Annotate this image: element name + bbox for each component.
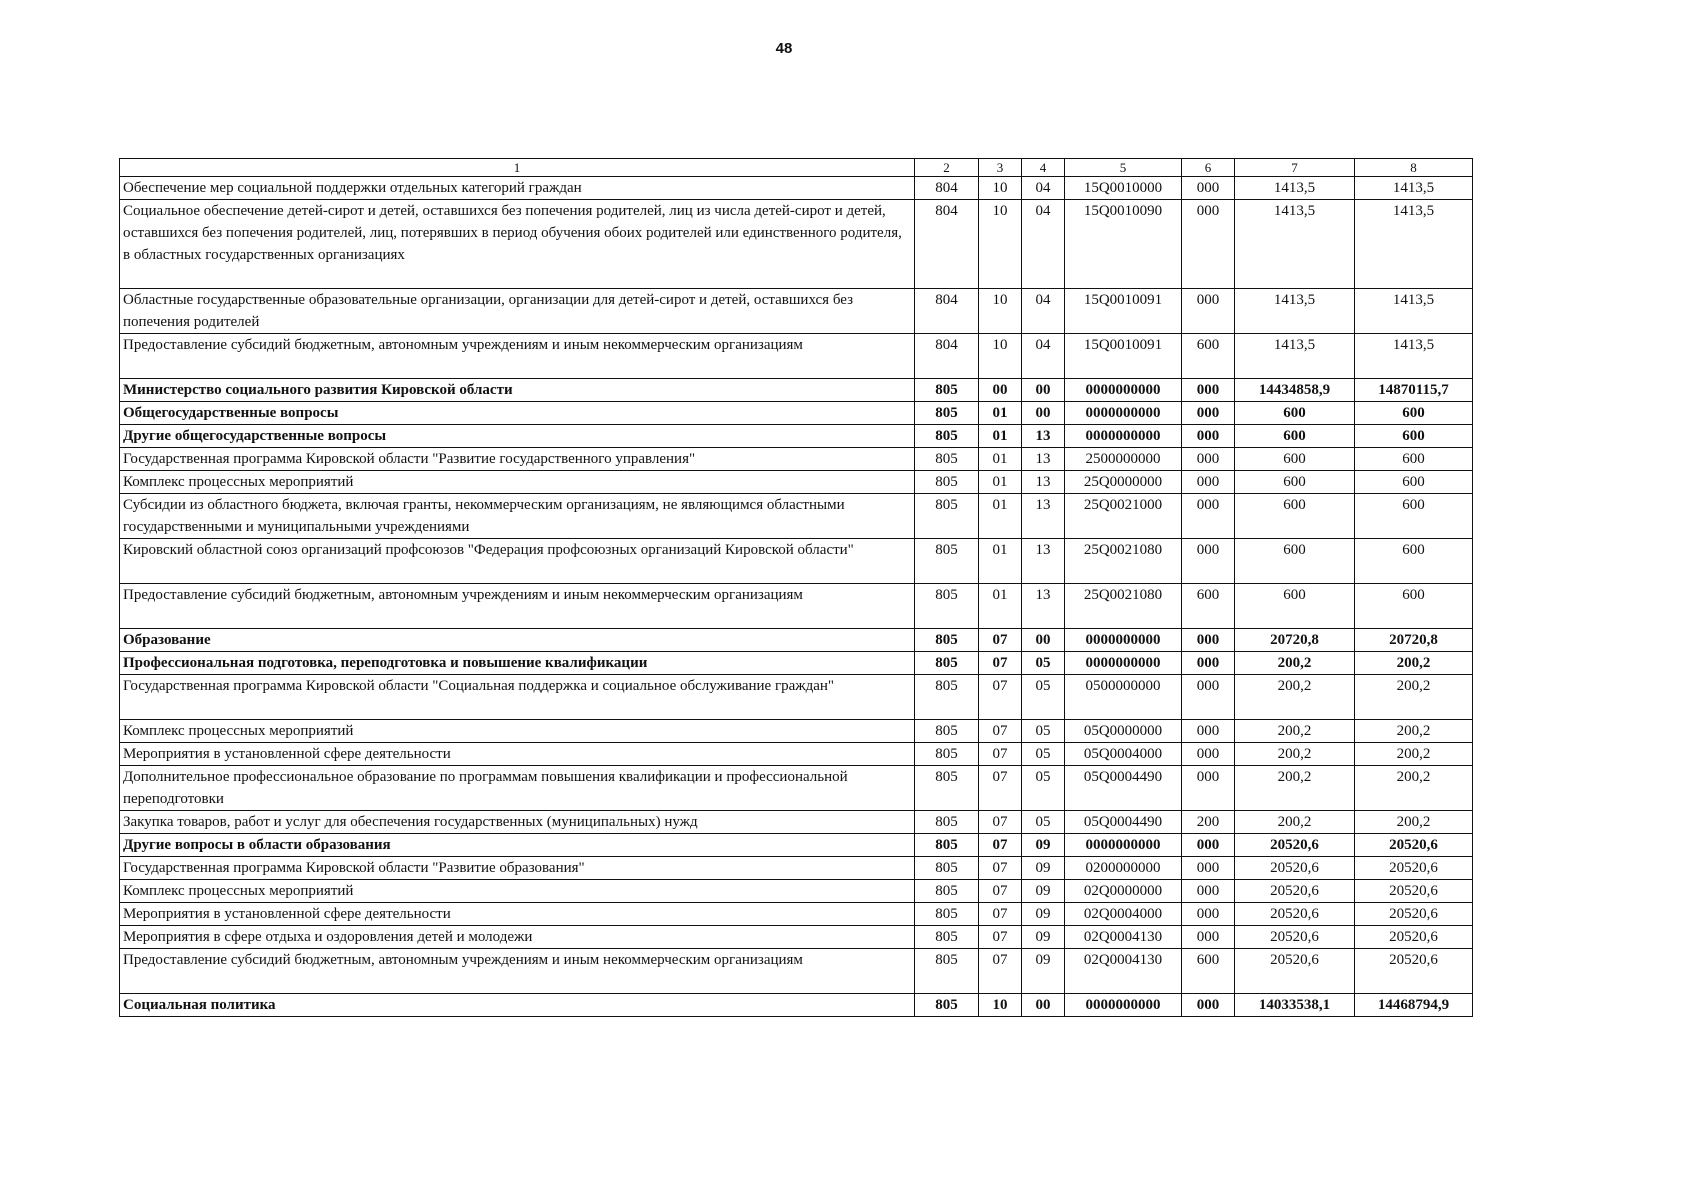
row-subsection: 04 [1022,177,1065,200]
row-section: 10 [979,289,1022,334]
row-target-article: 15Q0010000 [1065,177,1182,200]
row-target-article: 0000000000 [1065,834,1182,857]
row-sum-2: 20520,6 [1355,857,1473,880]
row-target-article: 05Q0004000 [1065,743,1182,766]
table-header-row [120,159,1473,177]
row-sum-1: 20720,8 [1235,629,1355,652]
col-header-7: 7 [1235,159,1355,177]
row-ved: 804 [915,334,979,379]
row-ved: 805 [915,857,979,880]
row-subsection: 05 [1022,766,1065,811]
row-ved: 805 [915,834,979,857]
row-sum-1: 20520,6 [1235,834,1355,857]
row-name: Комплекс процессных мероприятий [120,720,915,743]
row-subsection: 09 [1022,834,1065,857]
row-ved: 805 [915,743,979,766]
row-subsection: 09 [1022,949,1065,994]
row-sum-2: 14468794,9 [1355,994,1473,1017]
row-sum-2: 200,2 [1355,743,1473,766]
row-sum-1: 1413,5 [1235,289,1355,334]
row-expense-type: 000 [1182,289,1235,334]
row-sum-2: 1413,5 [1355,200,1473,289]
row-section: 07 [979,811,1022,834]
row-target-article: 0000000000 [1065,629,1182,652]
table-row [120,994,1473,1017]
row-name: Другие вопросы в области образования [120,834,915,857]
row-section: 07 [979,880,1022,903]
row-ved: 805 [915,584,979,629]
row-ved: 804 [915,289,979,334]
row-section: 07 [979,903,1022,926]
table-row [120,471,1473,494]
row-sum-2: 20520,6 [1355,880,1473,903]
row-ved: 805 [915,652,979,675]
row-subsection: 09 [1022,903,1065,926]
row-sum-1: 600 [1235,584,1355,629]
row-section: 00 [979,379,1022,402]
row-sum-2: 600 [1355,471,1473,494]
row-ved: 805 [915,766,979,811]
table-row [120,494,1473,539]
row-section: 10 [979,334,1022,379]
row-name: Министерство социального развития Кировской области [120,379,915,402]
row-ved: 805 [915,880,979,903]
row-name: Предоставление субсидий бюджетным, автономным учреждениям и иным некоммерческим организациям [120,949,915,994]
row-subsection: 04 [1022,289,1065,334]
row-sum-2: 200,2 [1355,652,1473,675]
row-section: 01 [979,471,1022,494]
row-sum-2: 200,2 [1355,811,1473,834]
row-name: Областные государственные образовательные организации, организации для детей-сирот и детей, оставшихся без попечения родителей [120,289,915,334]
row-ved: 805 [915,720,979,743]
row-ved: 805 [915,402,979,425]
row-expense-type: 000 [1182,766,1235,811]
table-row [120,926,1473,949]
table-row [120,766,1473,811]
row-sum-1: 200,2 [1235,675,1355,720]
table-row [120,743,1473,766]
row-target-article: 25Q0021080 [1065,584,1182,629]
row-section: 07 [979,675,1022,720]
row-ved: 805 [915,994,979,1017]
table-row [120,584,1473,629]
row-ved: 805 [915,949,979,994]
row-sum-2: 600 [1355,402,1473,425]
row-sum-1: 200,2 [1235,743,1355,766]
row-section: 01 [979,448,1022,471]
row-name: Государственная программа Кировской области "Развитие государственного управления" [120,448,915,471]
row-subsection: 05 [1022,811,1065,834]
row-sum-1: 600 [1235,539,1355,584]
table-row [120,720,1473,743]
row-section: 01 [979,539,1022,584]
row-target-article: 15Q0010091 [1065,289,1182,334]
table-row [120,177,1473,200]
row-section: 10 [979,200,1022,289]
row-sum-2: 20720,8 [1355,629,1473,652]
row-sum-1: 20520,6 [1235,949,1355,994]
table-row [120,949,1473,994]
row-sum-1: 20520,6 [1235,880,1355,903]
row-subsection: 00 [1022,994,1065,1017]
row-subsection: 04 [1022,200,1065,289]
budget-table [119,158,1473,1017]
row-sum-2: 1413,5 [1355,177,1473,200]
row-name: Социальное обеспечение детей-сирот и детей, оставшихся без попечения родителей, лиц из числа детей-сирот и детей, оставшихся без попечения родителей, лиц, потерявших в период обучения обоих родителей или единственного родителя, в областных государственных организациях [120,200,915,289]
row-sum-1: 200,2 [1235,652,1355,675]
row-sum-2: 600 [1355,425,1473,448]
row-expense-type: 000 [1182,448,1235,471]
row-expense-type: 200 [1182,811,1235,834]
table-row [120,379,1473,402]
row-expense-type: 600 [1182,949,1235,994]
row-subsection: 00 [1022,379,1065,402]
row-sum-2: 200,2 [1355,766,1473,811]
row-sum-2: 600 [1355,539,1473,584]
page-number: 48 [775,40,793,57]
row-sum-2: 600 [1355,448,1473,471]
row-section: 07 [979,629,1022,652]
row-sum-2: 20520,6 [1355,949,1473,994]
row-name: Другие общегосударственные вопросы [120,425,915,448]
col-header-3: 3 [979,159,1022,177]
row-subsection: 00 [1022,629,1065,652]
row-subsection: 13 [1022,425,1065,448]
row-expense-type: 000 [1182,903,1235,926]
row-expense-type: 000 [1182,857,1235,880]
table-row [120,200,1473,289]
row-expense-type: 000 [1182,834,1235,857]
col-header-6: 6 [1182,159,1235,177]
row-sum-1: 600 [1235,425,1355,448]
row-section: 01 [979,494,1022,539]
row-name: Мероприятия в установленной сфере деятельности [120,743,915,766]
row-name: Общегосударственные вопросы [120,402,915,425]
row-target-article: 25Q0021080 [1065,539,1182,584]
row-expense-type: 000 [1182,629,1235,652]
row-name: Предоставление субсидий бюджетным, автономным учреждениям и иным некоммерческим организациям [120,584,915,629]
row-ved: 805 [915,539,979,584]
row-subsection: 05 [1022,743,1065,766]
row-expense-type: 000 [1182,177,1235,200]
row-expense-type: 000 [1182,539,1235,584]
row-target-article: 25Q0021000 [1065,494,1182,539]
row-subsection: 00 [1022,402,1065,425]
col-header-8: 8 [1355,159,1473,177]
row-section: 10 [979,177,1022,200]
row-target-article: 02Q0000000 [1065,880,1182,903]
row-name: Комплекс процессных мероприятий [120,880,915,903]
row-expense-type: 000 [1182,926,1235,949]
row-name: Закупка товаров, работ и услуг для обеспечения государственных (муниципальных) нужд [120,811,915,834]
row-sum-1: 600 [1235,402,1355,425]
row-sum-1: 20520,6 [1235,903,1355,926]
row-ved: 804 [915,200,979,289]
row-target-article: 0000000000 [1065,379,1182,402]
row-ved: 805 [915,494,979,539]
row-section: 07 [979,652,1022,675]
table-row [120,857,1473,880]
row-expense-type: 600 [1182,584,1235,629]
row-sum-2: 200,2 [1355,720,1473,743]
row-subsection: 13 [1022,494,1065,539]
row-sum-2: 14870115,7 [1355,379,1473,402]
row-sum-1: 14434858,9 [1235,379,1355,402]
table-row [120,539,1473,584]
row-ved: 805 [915,448,979,471]
row-ved: 805 [915,629,979,652]
col-header-2: 2 [915,159,979,177]
row-sum-1: 600 [1235,448,1355,471]
row-subsection: 13 [1022,539,1065,584]
row-sum-1: 200,2 [1235,766,1355,811]
table-row [120,834,1473,857]
row-expense-type: 000 [1182,379,1235,402]
row-sum-2: 1413,5 [1355,334,1473,379]
row-target-article: 15Q0010091 [1065,334,1182,379]
row-sum-2: 1413,5 [1355,289,1473,334]
row-subsection: 09 [1022,880,1065,903]
row-name: Дополнительное профессиональное образование по программам повышения квалификации и профессиональной переподготовки [120,766,915,811]
row-name: Мероприятия в установленной сфере деятельности [120,903,915,926]
row-subsection: 13 [1022,471,1065,494]
row-name: Образование [120,629,915,652]
table-row [120,629,1473,652]
row-name: Мероприятия в сфере отдыха и оздоровления детей и молодежи [120,926,915,949]
col-header-4: 4 [1022,159,1065,177]
row-section: 07 [979,949,1022,994]
table-row [120,334,1473,379]
row-target-article: 05Q0000000 [1065,720,1182,743]
table-row [120,402,1473,425]
row-target-article: 15Q0010090 [1065,200,1182,289]
table-row [120,652,1473,675]
row-expense-type: 000 [1182,720,1235,743]
row-expense-type: 000 [1182,994,1235,1017]
row-sum-1: 600 [1235,471,1355,494]
row-ved: 805 [915,675,979,720]
row-target-article: 05Q0004490 [1065,766,1182,811]
row-ved: 805 [915,471,979,494]
col-header-5: 5 [1065,159,1182,177]
row-expense-type: 000 [1182,743,1235,766]
row-sum-2: 20520,6 [1355,834,1473,857]
row-sum-2: 20520,6 [1355,903,1473,926]
row-expense-type: 000 [1182,675,1235,720]
row-section: 01 [979,402,1022,425]
row-target-article: 0000000000 [1065,402,1182,425]
row-section: 07 [979,857,1022,880]
row-sum-1: 20520,6 [1235,926,1355,949]
row-sum-2: 200,2 [1355,675,1473,720]
col-header-1: 1 [120,159,915,177]
row-sum-1: 20520,6 [1235,857,1355,880]
row-section: 07 [979,720,1022,743]
row-subsection: 13 [1022,584,1065,629]
table-row [120,903,1473,926]
row-subsection: 09 [1022,857,1065,880]
row-name: Комплекс процессных мероприятий [120,471,915,494]
row-name: Кировский областной союз организаций профсоюзов "Федерация профсоюзных организаций Кировской области" [120,539,915,584]
row-name: Предоставление субсидий бюджетным, автономным учреждениям и иным некоммерческим организациям [120,334,915,379]
row-target-article: 25Q0000000 [1065,471,1182,494]
row-target-article: 05Q0004490 [1065,811,1182,834]
row-target-article: 02Q0004000 [1065,903,1182,926]
row-sum-1: 14033538,1 [1235,994,1355,1017]
row-subsection: 04 [1022,334,1065,379]
row-expense-type: 000 [1182,494,1235,539]
row-sum-2: 600 [1355,584,1473,629]
row-target-article: 0000000000 [1065,425,1182,448]
row-target-article: 02Q0004130 [1065,949,1182,994]
row-target-article: 02Q0004130 [1065,926,1182,949]
table-row [120,675,1473,720]
row-section: 01 [979,584,1022,629]
row-target-article: 2500000000 [1065,448,1182,471]
row-ved: 805 [915,926,979,949]
row-subsection: 09 [1022,926,1065,949]
table-row [120,289,1473,334]
row-name: Государственная программа Кировской области "Социальная поддержка и социальное обслуживание граждан" [120,675,915,720]
row-section: 01 [979,425,1022,448]
row-name: Профессиональная подготовка, переподготовка и повышение квалификации [120,652,915,675]
row-ved: 804 [915,177,979,200]
row-sum-2: 600 [1355,494,1473,539]
row-subsection: 05 [1022,675,1065,720]
row-target-article: 0000000000 [1065,994,1182,1017]
row-section: 10 [979,994,1022,1017]
table-row [120,448,1473,471]
table-body [120,177,1473,1017]
row-name: Государственная программа Кировской области "Развитие образования" [120,857,915,880]
row-expense-type: 000 [1182,652,1235,675]
row-expense-type: 600 [1182,334,1235,379]
row-sum-1: 600 [1235,494,1355,539]
row-sum-1: 1413,5 [1235,200,1355,289]
row-subsection: 13 [1022,448,1065,471]
row-ved: 805 [915,903,979,926]
row-expense-type: 000 [1182,425,1235,448]
row-target-article: 0200000000 [1065,857,1182,880]
row-expense-type: 000 [1182,200,1235,289]
row-expense-type: 000 [1182,471,1235,494]
row-sum-1: 200,2 [1235,720,1355,743]
row-section: 07 [979,834,1022,857]
row-section: 07 [979,743,1022,766]
row-expense-type: 000 [1182,402,1235,425]
row-section: 07 [979,766,1022,811]
row-sum-2: 20520,6 [1355,926,1473,949]
row-name: Субсидии из областного бюджета, включая гранты, некоммерческим организациям, не являющимся областными государственными и муниципальными учреждениями [120,494,915,539]
row-target-article: 0500000000 [1065,675,1182,720]
row-ved: 805 [915,425,979,448]
row-sum-1: 1413,5 [1235,177,1355,200]
row-sum-1: 1413,5 [1235,334,1355,379]
row-ved: 805 [915,379,979,402]
table-row [120,880,1473,903]
row-name: Обеспечение мер социальной поддержки отдельных категорий граждан [120,177,915,200]
row-subsection: 05 [1022,720,1065,743]
row-section: 07 [979,926,1022,949]
row-name: Социальная политика [120,994,915,1017]
table-row [120,425,1473,448]
row-target-article: 0000000000 [1065,652,1182,675]
table-row [120,811,1473,834]
row-subsection: 05 [1022,652,1065,675]
row-expense-type: 000 [1182,880,1235,903]
row-sum-1: 200,2 [1235,811,1355,834]
row-ved: 805 [915,811,979,834]
